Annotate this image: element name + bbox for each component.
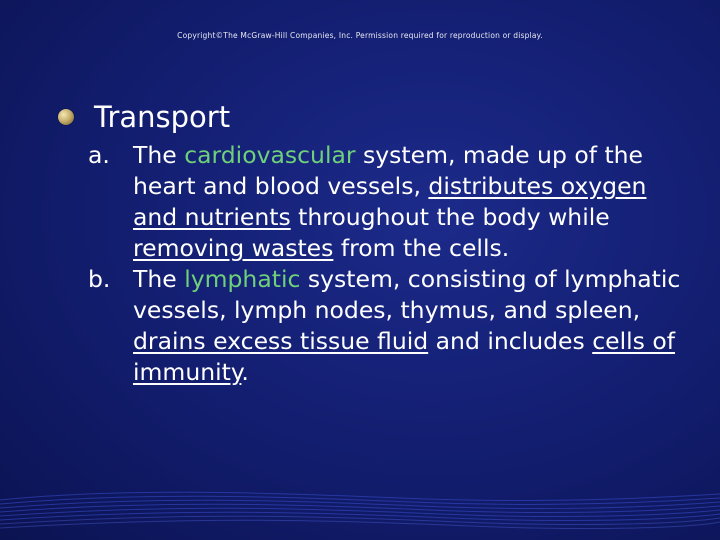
list-item	[88, 264, 688, 388]
term-lymphatic: lymphatic	[184, 265, 301, 293]
term-cardiovascular: cardiovascular	[184, 141, 356, 169]
text-segment: system, made up of the heart and blood vessels,	[133, 141, 644, 200]
list-marker: b.	[88, 265, 111, 293]
text-segment: and includes	[428, 327, 593, 355]
list-item-text	[133, 140, 688, 264]
bullet-icon	[58, 109, 74, 125]
text-segment: The	[133, 141, 185, 169]
decorative-wave	[0, 470, 720, 540]
list-item-text	[133, 264, 688, 388]
text-segment: throughout the body while	[290, 203, 610, 231]
text-segment: .	[241, 358, 249, 386]
text-segment: The	[133, 265, 185, 293]
body-list	[88, 140, 688, 388]
heading-text: Transport	[94, 100, 231, 134]
text-segment: system, consisting of lymphatic vessels, lymph nodes, thymus, and spleen,	[133, 265, 681, 324]
underlined-phrase: distributes oxygen and nutrients	[133, 172, 647, 231]
copyright-notice: Copyright©The McGraw-Hill Companies, Inc. Permission required for reproduction or display.	[177, 31, 543, 40]
underlined-phrase: drains excess tissue fluid	[133, 327, 429, 355]
underlined-phrase: cells of immunity	[133, 327, 676, 386]
list-marker: a.	[88, 141, 110, 169]
text-segment: from the cells.	[333, 234, 510, 262]
list-item	[88, 140, 688, 264]
underlined-phrase: removing wastes	[133, 234, 334, 262]
slide-heading	[58, 97, 230, 137]
